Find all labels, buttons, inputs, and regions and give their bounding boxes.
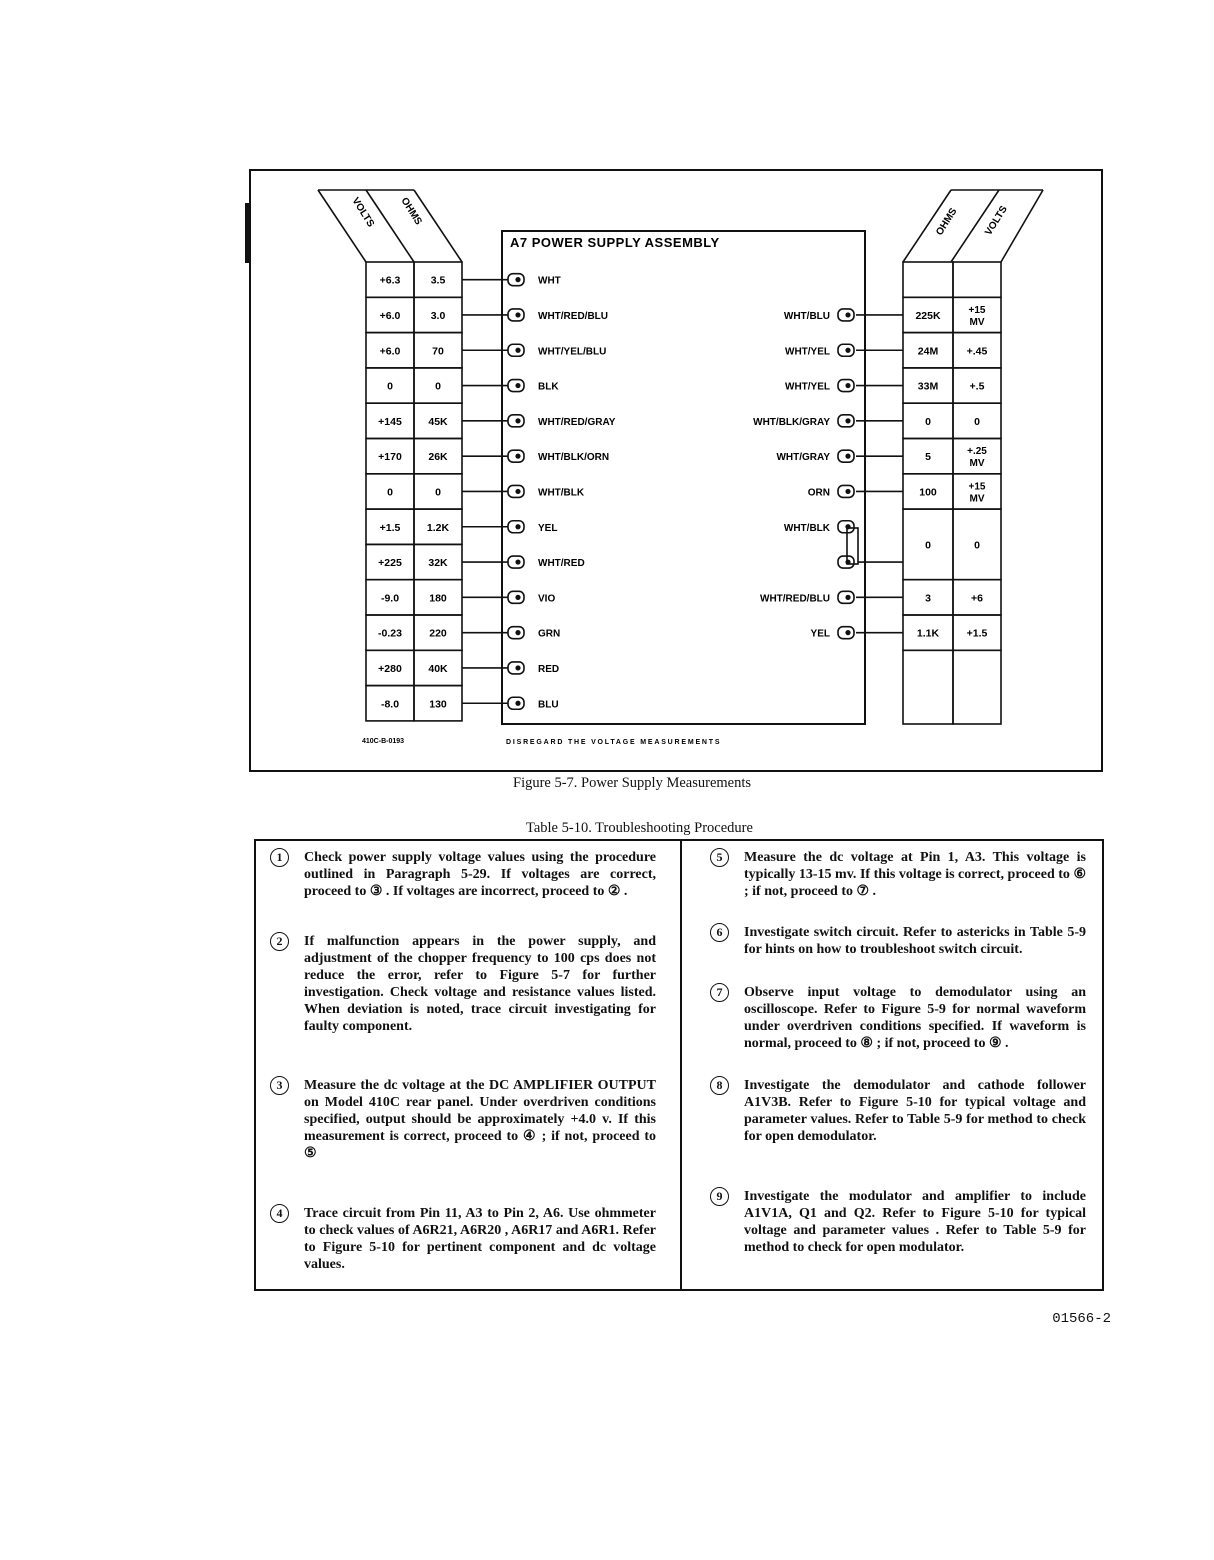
left-volts-value: +170 [378,451,402,464]
step-number: 3 [270,1076,289,1095]
figure-frame [250,170,1102,771]
left-volts-value: 0 [387,380,393,393]
left-ohms-value: 40K [428,662,448,675]
right-volts-value: +.25 [967,446,987,458]
step-4 [276,1205,656,1273]
left-volts-value: +225 [378,557,402,570]
right-header [903,190,1043,262]
step-number: 9 [710,1187,729,1206]
left-ohms-value: 0 [435,486,441,499]
right-volts-value: +6 [971,592,983,605]
right-wire-label: WHT/BLK [783,522,830,534]
left-ohms-value: 32K [428,557,448,570]
left-volts-value: 0 [387,486,393,499]
step-9 [716,1188,1086,1256]
right-ohms-value: 1.1K [916,627,940,640]
terminal-dot [845,454,850,459]
terminal-dot [845,489,850,494]
right-volts-value: 0 [974,539,980,552]
terminal-dot [845,383,850,388]
right-wire-label: WHT/GRAY [776,452,830,464]
right-empty-cell [953,262,1001,297]
left-volts-value: -9.0 [380,592,400,605]
right-ohms-header: OHMS [934,206,960,238]
terminal-dot [515,418,520,423]
right-ohms-value: 0 [925,415,931,428]
terminal-dot [515,524,520,529]
left-wire-label: WHT [538,275,561,287]
left-wire-label: WHT/BLK [538,487,585,499]
left-volts-value: +6.0 [379,309,401,322]
right-empty-cell [953,650,1001,724]
left-wire-label: WHT/YEL/BLU [538,346,607,358]
right-volts-value: +.45 [966,345,988,358]
left-wire-label: VIO [538,593,556,605]
right-empty-cell [903,262,953,297]
right-ohms-value: 100 [919,486,937,499]
terminal-dot [515,348,520,353]
step-number: 1 [270,848,289,867]
terminal-dot [515,595,520,600]
step-number: 4 [270,1204,289,1223]
right-volts-unit: MV [969,316,985,328]
step-7 [716,984,1086,1052]
terminal-dot [515,383,520,388]
page-edge-mark [245,203,249,263]
left-ohms-value: 180 [429,592,447,605]
left-volts-value: -0.23 [378,627,402,640]
left-wire-label: BLK [538,381,559,393]
right-wire-label: WHT/BLU [783,310,830,322]
left-ohms-value: 70 [432,345,444,358]
assembly-box [502,231,865,724]
left-volts-value: -8.0 [380,698,400,711]
step-text: Measure the dc voltage at Pin 1, A3. This voltage is typically 13-15 mv. If this voltage is correct, proceed to ⑥ ; if not, proceed to ⑦ . [744,850,1086,899]
table-caption: Table 5-10. Troubleshooting Procedure [526,820,753,836]
terminal-dot [845,312,850,317]
left-ohms-value: 3.5 [430,274,446,287]
right-volts-value: +15 [968,481,986,493]
terminal-dot [515,701,520,706]
terminal-dot [515,665,520,670]
step-number: 5 [710,848,729,867]
left-ohms-value: 45K [428,415,448,428]
step-text: Investigate the modulator and amplifier to include A1V1A, Q1 and Q2. Refer to Figure 5-10 for typical voltage and parameter values . Refer to Table 5-9 for method to check for open modulator. [744,1189,1086,1255]
step-text: Check power supply voltage values using the procedure outlined in Paragraph 5-29. If voltages are correct, proceed to ③ . If voltages are incorrect, proceed to ② . [304,850,656,899]
terminal-dot [515,630,520,635]
right-wire-label: WHT/YEL [785,381,830,393]
right-ohms-value: 225K [915,309,941,322]
step-6 [716,924,1086,958]
right-volts-value: +.5 [969,380,985,393]
step-number: 7 [710,983,729,1002]
step-text: Trace circuit from Pin 11, A3 to Pin 2, A6. Use ohmmeter to check values of A6R21, A6R20 , A6R17 and A6R1. Refer to Figure 5-10 for pertinent component and dc voltage values. [304,1206,656,1272]
left-ohms-value: 0 [435,380,441,393]
left-wire-label: WHT/RED [538,558,585,570]
right-ohms-value: 24M [917,345,939,358]
left-ohms-value: 220 [429,627,447,640]
left-wire-label: WHT/BLK/ORN [538,452,610,464]
left-volts-value: +280 [378,662,402,675]
right-wire-label: WHT/BLK/GRAY [753,416,830,428]
step-5 [716,849,1086,900]
step-text: Investigate the demodulator and cathode follower A1V3B. Refer to Figure 5-10 for typical voltage and parameter values. Refer to Table 5-9 for method to check for open demodulator. [744,1078,1086,1144]
troubleshooting-table [254,839,1104,1291]
disregard-note: DISREGARD THE VOLTAGE MEASUREMENTS [506,739,722,746]
left-ohms-value: 130 [429,698,447,711]
terminal-dot [845,630,850,635]
right-volts-value: +1.5 [966,627,988,640]
terminal-dot [515,454,520,459]
right-ohms-value: 3 [925,592,931,605]
terminal-dot [515,559,520,564]
left-volts-value: +6.0 [379,345,401,358]
left-header [318,190,462,262]
terminal-dot [515,277,520,282]
right-ohms-value: 33M [917,380,939,393]
right-wire-label: WHT/YEL [785,346,830,358]
right-wire-label: WHT/RED/BLU [760,593,830,605]
right-volts-header: VOLTS [983,204,1010,238]
right-ohms-value: 5 [925,451,931,464]
right-wire-label: ORN [807,487,830,499]
left-wire-label: RED [538,663,560,675]
assembly-title: A7 POWER SUPPLY ASSEMBLY [510,235,720,250]
step-text: Observe input voltage to demodulator using an oscilloscope. Refer to Figure 5-9 for normal waveform under overdriven conditions specified. If waveform is normal, proceed to ⑧ ; if not, proceed to ⑨ . [744,985,1086,1051]
step-text: Investigate switch circuit. Refer to astericks in Table 5-9 for hints on how to troubleshoot switch circuit. [744,925,1086,957]
right-empty-cell [903,650,953,724]
right-volts-value: 0 [974,415,980,428]
table-divider [680,841,682,1289]
left-volts-value: +6.3 [379,274,401,287]
terminal-dot [845,595,850,600]
terminal-dot [515,489,520,494]
left-ohms-header: OHMS [398,195,424,228]
terminal-dot [515,312,520,317]
right-volts-unit: MV [969,458,985,470]
left-wire-label: YEL [538,522,558,534]
page-number: 01566-2 [1052,1311,1111,1327]
left-volts-header: VOLTS [349,195,377,230]
terminal-dot [845,348,850,353]
step-3 [276,1077,656,1162]
step-number: 2 [270,932,289,951]
left-wire-label: WHT/RED/BLU [538,310,608,322]
step-8 [716,1077,1086,1145]
figure-caption: Figure 5-7. Power Supply Measurements [513,775,752,791]
left-wire-label: GRN [538,628,561,640]
step-2 [276,933,656,1035]
left-volts-value: +145 [378,415,402,428]
step-text: If malfunction appears in the power supply, and adjustment of the chopper frequency to 100 cps does not reduce the error, refer to Figure 5-7 for further investigation. Check voltage and resistance values listed. When deviation is noted, trace circuit investigating for faulty component. [304,934,656,1034]
right-volts-unit: MV [969,493,985,505]
left-wire-label: BLU [538,699,559,711]
terminal-dot [845,418,850,423]
step-text: Measure the dc voltage at the DC AMPLIFIER OUTPUT on Model 410C rear panel. Under overdriven conditions specified, output should be approximately +4.0 v. If this measurement is correct, proceed to ④ ; if not, proceed to ⑤ [304,1078,656,1161]
left-ohms-value: 26K [428,451,448,464]
left-wire-label: WHT/RED/GRAY [538,416,616,428]
left-volts-value: +1.5 [379,521,401,534]
drawing-number: 410C-B-0193 [362,738,405,745]
step-1 [276,849,656,900]
step-number: 8 [710,1076,729,1095]
left-ohms-value: 3.0 [430,309,446,322]
right-measurement-grid [753,262,1001,724]
right-volts-value: +15 [968,304,986,316]
left-measurement-grid [366,262,616,721]
left-ohms-value: 1.2K [426,521,450,534]
right-ohms-value: 0 [925,539,931,552]
step-number: 6 [710,923,729,942]
right-wire-label: YEL [810,628,830,640]
